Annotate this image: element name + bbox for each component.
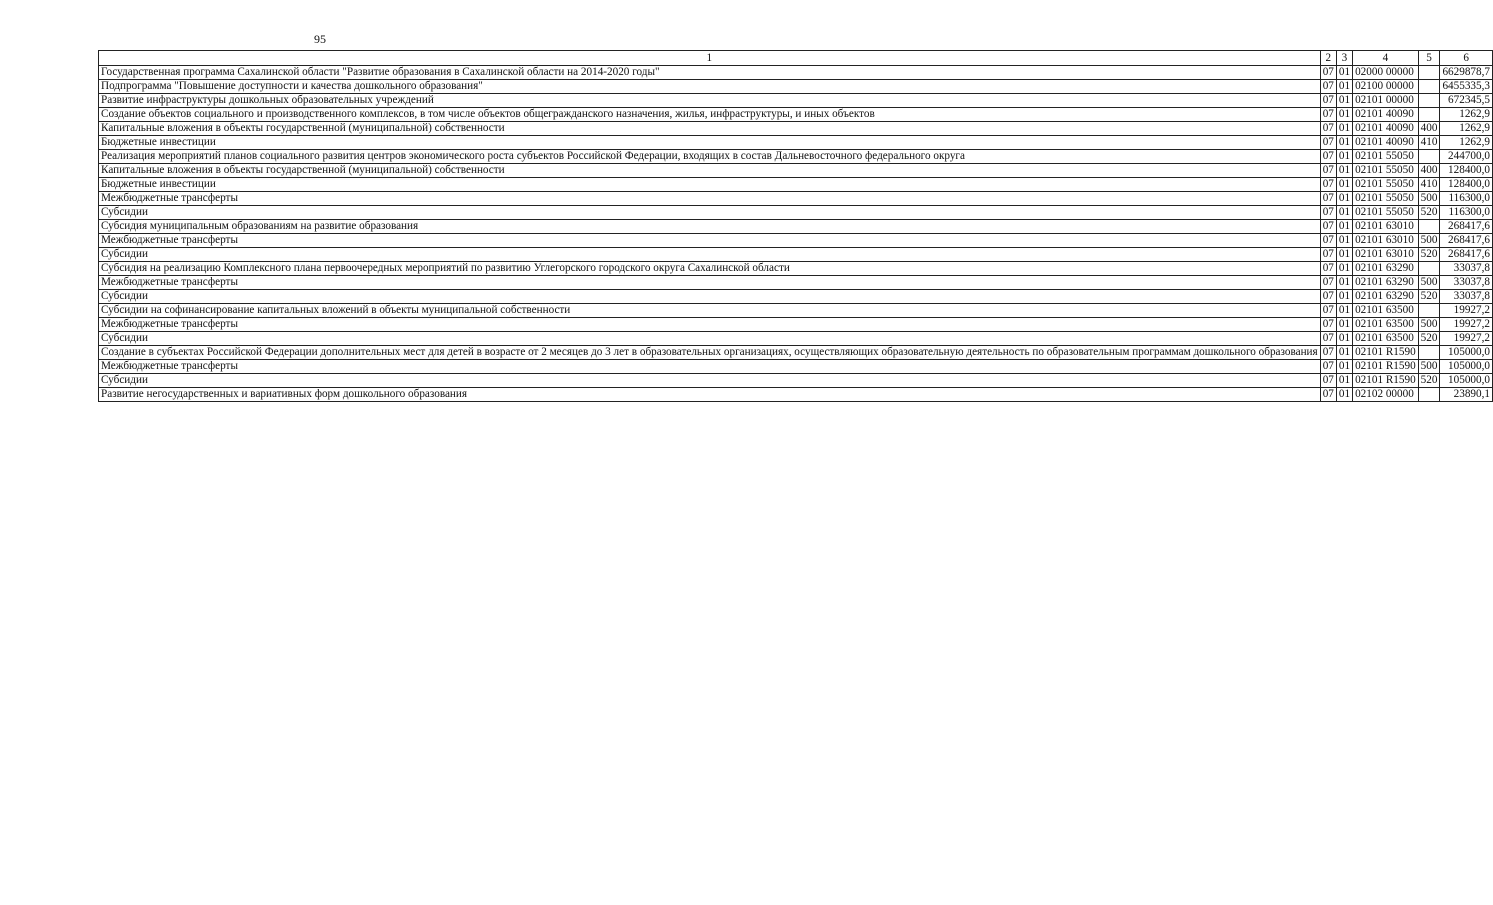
- item-name: Субсидии: [99, 374, 1321, 388]
- target-article-code: 02101 55050: [1353, 150, 1419, 164]
- subsection-code: 01: [1336, 150, 1352, 164]
- item-name: Государственная программа Сахалинской области "Развитие образования в Сахалинской области на 2014-2020 годы": [99, 66, 1321, 80]
- target-article-code: 02101 55050: [1353, 164, 1419, 178]
- subsection-code: 01: [1336, 94, 1352, 108]
- subsection-code: 01: [1336, 388, 1352, 402]
- subsection-code: 01: [1336, 304, 1352, 318]
- target-article-code: 02101 55050: [1353, 206, 1419, 220]
- item-name: Развитие инфраструктуры дошкольных образовательных учреждений: [99, 94, 1321, 108]
- item-name: Субсидии: [99, 290, 1321, 304]
- expense-type-code: [1418, 108, 1440, 122]
- amount: 19927,2: [1440, 304, 1493, 318]
- item-name: Межбюджетные трансферты: [99, 318, 1321, 332]
- subsection-code: 01: [1336, 360, 1352, 374]
- expense-type-code: [1418, 220, 1440, 234]
- item-name: Развитие негосударственных и вариативных форм дошкольного образования: [99, 388, 1321, 402]
- subsection-code: 01: [1336, 66, 1352, 80]
- table-row: [99, 290, 1493, 304]
- subsection-code: 01: [1336, 220, 1352, 234]
- amount: 128400,0: [1440, 164, 1493, 178]
- section-code: 07: [1320, 164, 1336, 178]
- expense-type-code: 400: [1418, 122, 1440, 136]
- section-code: 07: [1320, 290, 1336, 304]
- target-article-code: 02101 55050: [1353, 178, 1419, 192]
- section-code: 07: [1320, 192, 1336, 206]
- amount: 244700,0: [1440, 150, 1493, 164]
- target-article-code: 02000 00000: [1353, 66, 1419, 80]
- expense-type-code: [1418, 346, 1440, 360]
- table-row: [99, 206, 1493, 220]
- table-row: [99, 374, 1493, 388]
- amount: 128400,0: [1440, 178, 1493, 192]
- amount: 105000,0: [1440, 360, 1493, 374]
- table-row: [99, 346, 1493, 360]
- table-row: [99, 66, 1493, 80]
- section-code: 07: [1320, 122, 1336, 136]
- expense-type-code: [1418, 388, 1440, 402]
- target-article-code: 02101 63010: [1353, 234, 1419, 248]
- item-name: Субсидия муниципальным образованиям на развитие образования: [99, 220, 1321, 234]
- section-code: 07: [1320, 220, 1336, 234]
- amount: 116300,0: [1440, 192, 1493, 206]
- item-name: Субсидии: [99, 248, 1321, 262]
- section-code: 07: [1320, 360, 1336, 374]
- expense-type-code: 410: [1418, 136, 1440, 150]
- amount: 23890,1: [1440, 388, 1493, 402]
- column-header: 2: [1320, 51, 1336, 66]
- subsection-code: 01: [1336, 206, 1352, 220]
- table-row: [99, 388, 1493, 402]
- target-article-code: 02101 63500: [1353, 304, 1419, 318]
- subsection-code: 01: [1336, 192, 1352, 206]
- subsection-code: 01: [1336, 136, 1352, 150]
- item-name: Межбюджетные трансферты: [99, 192, 1321, 206]
- item-name: Подпрограмма "Повышение доступности и качества дошкольного образования": [99, 80, 1321, 94]
- target-article-code: 02101 63500: [1353, 332, 1419, 346]
- expense-type-code: 500: [1418, 318, 1440, 332]
- item-name: Межбюджетные трансферты: [99, 360, 1321, 374]
- expense-type-code: 520: [1418, 290, 1440, 304]
- section-code: 07: [1320, 388, 1336, 402]
- target-article-code: 02100 00000: [1353, 80, 1419, 94]
- subsection-code: 01: [1336, 80, 1352, 94]
- expense-type-code: [1418, 66, 1440, 80]
- target-article-code: 02101 63010: [1353, 220, 1419, 234]
- expense-type-code: 500: [1418, 192, 1440, 206]
- table-row: [99, 94, 1493, 108]
- subsection-code: 01: [1336, 122, 1352, 136]
- target-article-code: 02101 40090: [1353, 122, 1419, 136]
- column-header: 1: [99, 51, 1321, 66]
- item-name: Реализация мероприятий планов социального развития центров экономического роста субъектов Российской Федерации, входящих в состав Дальневосточного федерального округа: [99, 150, 1321, 164]
- subsection-code: 01: [1336, 178, 1352, 192]
- section-code: 07: [1320, 136, 1336, 150]
- table-row: [99, 80, 1493, 94]
- subsection-code: 01: [1336, 276, 1352, 290]
- item-name: Бюджетные инвестиции: [99, 178, 1321, 192]
- expense-type-code: 520: [1418, 206, 1440, 220]
- section-code: 07: [1320, 318, 1336, 332]
- expense-type-code: 500: [1418, 360, 1440, 374]
- table-row: [99, 262, 1493, 276]
- column-header: 3: [1336, 51, 1352, 66]
- item-name: Субсидия на реализацию Комплексного плана первоочередных мероприятий по развитию Углегорского городского округа Сахалинской области: [99, 262, 1321, 276]
- target-article-code: 02101 63290: [1353, 276, 1419, 290]
- subsection-code: 01: [1336, 108, 1352, 122]
- amount: 6629878,7: [1440, 66, 1493, 80]
- target-article-code: 02101 40090: [1353, 136, 1419, 150]
- table-row: [99, 108, 1493, 122]
- table-row: [99, 220, 1493, 234]
- amount: 19927,2: [1440, 332, 1493, 346]
- expense-type-code: [1418, 94, 1440, 108]
- page-number: 95: [314, 32, 326, 46]
- subsection-code: 01: [1336, 346, 1352, 360]
- amount: 33037,8: [1440, 290, 1493, 304]
- column-header: 4: [1353, 51, 1419, 66]
- table-row: [99, 360, 1493, 374]
- target-article-code: 02101 R1590: [1353, 360, 1419, 374]
- table-row: [99, 136, 1493, 150]
- amount: 672345,5: [1440, 94, 1493, 108]
- item-name: Субсидии: [99, 206, 1321, 220]
- table-row: [99, 192, 1493, 206]
- section-code: 07: [1320, 178, 1336, 192]
- section-code: 07: [1320, 80, 1336, 94]
- subsection-code: 01: [1336, 234, 1352, 248]
- item-name: Межбюджетные трансферты: [99, 234, 1321, 248]
- section-code: 07: [1320, 304, 1336, 318]
- table-row: [99, 318, 1493, 332]
- amount: 6455335,3: [1440, 80, 1493, 94]
- amount: 33037,8: [1440, 276, 1493, 290]
- table-row: [99, 178, 1493, 192]
- target-article-code: 02101 00000: [1353, 94, 1419, 108]
- amount: 268417,6: [1440, 220, 1493, 234]
- subsection-code: 01: [1336, 248, 1352, 262]
- table-header-row: [99, 51, 1493, 66]
- table-row: [99, 248, 1493, 262]
- subsection-code: 01: [1336, 318, 1352, 332]
- expense-type-code: [1418, 80, 1440, 94]
- subsection-code: 01: [1336, 262, 1352, 276]
- amount: 105000,0: [1440, 374, 1493, 388]
- amount: 105000,0: [1440, 346, 1493, 360]
- expense-type-code: [1418, 304, 1440, 318]
- item-name: Капитальные вложения в объекты государственной (муниципальной) собственности: [99, 164, 1321, 178]
- section-code: 07: [1320, 248, 1336, 262]
- table-row: [99, 164, 1493, 178]
- section-code: 07: [1320, 66, 1336, 80]
- expense-type-code: 400: [1418, 164, 1440, 178]
- table-row: [99, 332, 1493, 346]
- section-code: 07: [1320, 234, 1336, 248]
- amount: 33037,8: [1440, 262, 1493, 276]
- amount: 19927,2: [1440, 318, 1493, 332]
- column-header: 5: [1418, 51, 1440, 66]
- amount: 1262,9: [1440, 136, 1493, 150]
- subsection-code: 01: [1336, 332, 1352, 346]
- subsection-code: 01: [1336, 164, 1352, 178]
- subsection-code: 01: [1336, 374, 1352, 388]
- expense-type-code: 520: [1418, 332, 1440, 346]
- column-header: 6: [1440, 51, 1493, 66]
- section-code: 07: [1320, 276, 1336, 290]
- target-article-code: 02101 63290: [1353, 290, 1419, 304]
- section-code: 07: [1320, 346, 1336, 360]
- table-row: [99, 276, 1493, 290]
- item-name: Создание в субъектах Российской Федерации дополнительных мест для детей в возрасте от 2 месяцев до 3 лет в образовательных организациях, осуществляющих образовательную деятельность по образовательным программам дошкольного образования: [99, 346, 1321, 360]
- item-name: Создание объектов социального и производственного комплексов, в том числе объектов общегражданского назначения, жилья, инфраструктуры, и иных объектов: [99, 108, 1321, 122]
- target-article-code: 02101 R1590: [1353, 374, 1419, 388]
- section-code: 07: [1320, 108, 1336, 122]
- target-article-code: 02101 63010: [1353, 248, 1419, 262]
- expense-type-code: 520: [1418, 374, 1440, 388]
- amount: 116300,0: [1440, 206, 1493, 220]
- table-row: [99, 304, 1493, 318]
- amount: 268417,6: [1440, 234, 1493, 248]
- expense-type-code: 500: [1418, 276, 1440, 290]
- section-code: 07: [1320, 150, 1336, 164]
- item-name: Межбюджетные трансферты: [99, 276, 1321, 290]
- table-row: [99, 234, 1493, 248]
- target-article-code: 02101 R1590: [1353, 346, 1419, 360]
- amount: 1262,9: [1440, 122, 1493, 136]
- expense-type-code: 500: [1418, 234, 1440, 248]
- item-name: Субсидии на софинансирование капитальных вложений в объекты муниципальной собственности: [99, 304, 1321, 318]
- target-article-code: 02101 63500: [1353, 318, 1419, 332]
- section-code: 07: [1320, 94, 1336, 108]
- item-name: Бюджетные инвестиции: [99, 136, 1321, 150]
- amount: 268417,6: [1440, 248, 1493, 262]
- expense-type-code: [1418, 262, 1440, 276]
- target-article-code: 02101 63290: [1353, 262, 1419, 276]
- subsection-code: 01: [1336, 290, 1352, 304]
- expense-type-code: 520: [1418, 248, 1440, 262]
- section-code: 07: [1320, 262, 1336, 276]
- budget-table: [98, 50, 1493, 402]
- amount: 1262,9: [1440, 108, 1493, 122]
- target-article-code: 02102 00000: [1353, 388, 1419, 402]
- table-row: [99, 150, 1493, 164]
- expense-type-code: [1418, 150, 1440, 164]
- section-code: 07: [1320, 332, 1336, 346]
- item-name: Капитальные вложения в объекты государственной (муниципальной) собственности: [99, 122, 1321, 136]
- target-article-code: 02101 55050: [1353, 192, 1419, 206]
- section-code: 07: [1320, 374, 1336, 388]
- section-code: 07: [1320, 206, 1336, 220]
- target-article-code: 02101 40090: [1353, 108, 1419, 122]
- expense-type-code: 410: [1418, 178, 1440, 192]
- item-name: Субсидии: [99, 332, 1321, 346]
- table-row: [99, 122, 1493, 136]
